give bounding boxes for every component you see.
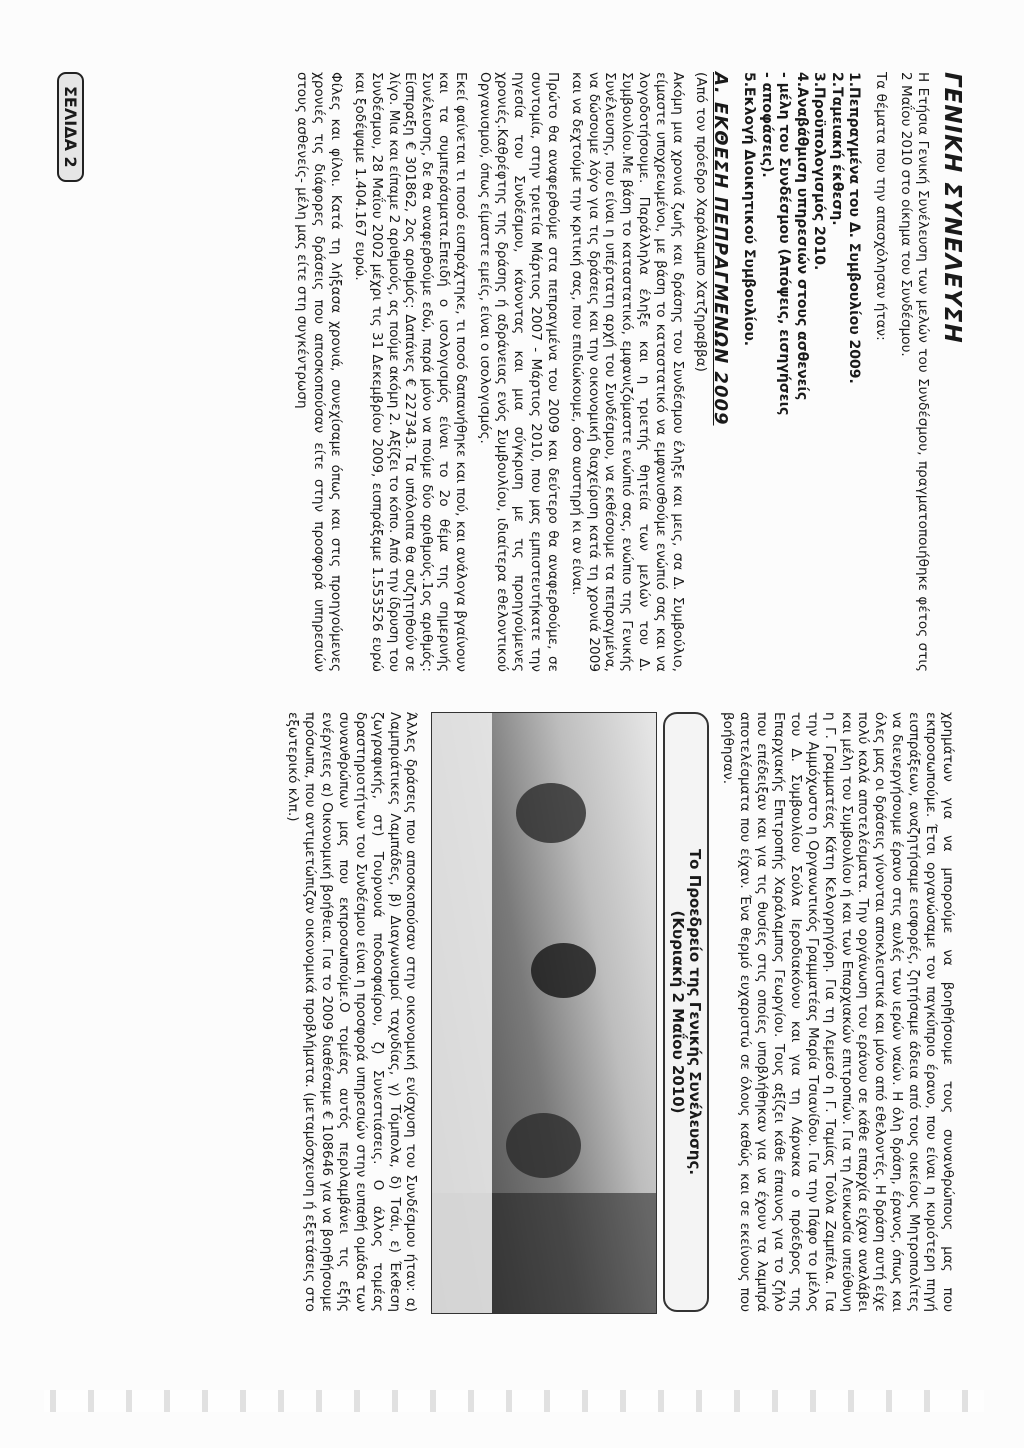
page-title: ΓΕΝΙΚΗ ΣΥΝΕΛΕΥΣΗ: [939, 72, 965, 344]
body-paragraph: Εκεί φαίνεται τι ποσό εισπράχτηκε, τι ποσό δαπανήθηκε και πού, και ανάλογα βγαίνουν και τα συμπεράσματα.Επειδή ο ισολογισμός είναι το 2ο θέμα της σημερινής Συνέλευσης, δε θα αναφερθούμε εδώ, παρά μόνο να πούμε δύο αριθμούς.1ος αριθμός: Είσπραξη € 301862, 2ος αριθμός: Δαπάνες € 227343. Τα υπόλοιπα θα συζητηθούν σε λίγο. Μια και είπαμε 2 αριθμούς, ας πούμε ακόμη 2. Αξίζει το κόπο. Από την ίδρυση του Συνδέσμου, 28 Μαΐου 2002 μέχρι τις 31 Δεκεμβρίου 2009, εισπράξαμε 1.553526 ευρώ και ξοδέψαμε 1.404.167 ευρώ.: [351, 72, 470, 672]
agenda-item: 4.Αναβάθμιση υπηρεσιών στους ασθενείς: [793, 72, 810, 401]
left-column: [286, 72, 965, 672]
agenda-item: - μέλη του Συνδέσμου (Απόψεις, εισηγήσεις: [776, 72, 793, 416]
person-figure: [532, 943, 597, 998]
right-column: [277, 712, 956, 1312]
agenda-list: [740, 72, 863, 672]
section-a-subtitle: (Από τον πρόεδρο Χαράλαμπο Χατζηραββα): [692, 72, 709, 372]
body-paragraph: Άλλες δράσεις που αποσκοπούσαν στην οικονομική ενίσχυση του Συνδέσμου ήταν: α) Λαμπριάτικες Λαμπάδες, β) Διαγωνισμοί ταχυδίας, γ) Τόμπολα, δ) Τσάι, ε) Έκθεση ζωγραφικής, στ) Τουρνουά ποδοσφαίρου, ζ) Συνεστιάσεις. Ο άλλος τομέας δραστηριοτήτων του Συνδέσμου είναι η προσφορά υπηρεσιών στην ευπαθή ομάδα των συνανθρώπων μας που εκπροσωπούμε.Ο τομέας αυτός περιλαμβάνει τις εξής ενέργειες α) Οικονομική βοήθεια. Για το 2009 διαθέσαμε € 108646 για να βοηθήσουμε πρόσωπα, που αντιμετώπιζαν οικονομικά προβλήματα. (μεταμόσχευση ή εξετάσεις στο εξωτερικό κλπ.): [285, 712, 420, 1312]
binding-edge: [44, 1390, 984, 1412]
person-figure: [517, 783, 587, 843]
photo-caption-title: Το Προεδρείο της Γενικής Συνέλευσης.: [686, 848, 705, 1176]
person-figure: [507, 1113, 582, 1178]
agenda-item: 2.Ταμειακή έκθεση.: [828, 72, 845, 226]
meeting-photo: [432, 712, 658, 1314]
table-surface: [433, 713, 493, 1313]
agenda-intro: Τα θέματα που την απασχόλησαν ήταν:: [873, 72, 890, 341]
agenda-item: 5.Εκλογή Διοικητικού Συμβουλίου.: [741, 72, 758, 347]
section-a-title: Α. ΕΚΘΕΣΗ ΠΕΠΡΑΓΜΕΝΩΝ 2009: [709, 72, 731, 426]
photo-caption-date: (Κυριακή 2 Μαΐου 2010): [669, 910, 688, 1114]
agenda-item: 1.Πεπραγμένα του Δ. Συμβουλίου 2009.: [846, 72, 863, 384]
photo-caption: [664, 712, 710, 1312]
body-paragraph: Ακόμη μια χρονιά ζωής και δράσης του Συνδέσμου έληξε και μεις, σα Δ. Συμβούλιο, είμαστε υποχρεωμένοι, με βάση το καταστατικό να εμφανισθούμε ενώπιό σας και να λογοδοτήσουμε. Παράλληλα έληξε και η τριετής θητεία των μελών του Δ. Συμβουλίου.Με βάση το καταστατικό, εμφανιζόμαστε ενώπιό σας, ενώπιο της Γενικής Συνέλευσης, που είναι η υπέρτατη αρχή του Συνδέσμου, να εκθέσουμε τα πεπραγμένα, να δώσουμε λόγο για τις δράσεις και την οικονομική διαχείριση κατά τη χρονιά 2009 και να δεχτούμε την κριτική σας, που επιδιώκουμε, όσο αυστηρή κι αν είναι.: [568, 72, 687, 672]
body-paragraph: χρημάτων για να μπορούμε να βοηθήσουμε τους συνανθρώπους μας που εκπροσωπούμε. Έτσι οργανώσαμε τον παγκύπριο έρανο, που είναι η κυριότερη πηγή εισπράξεων, αναζητήσαμε εισφορές, ζητήσαμε άδεια από τους οικείους Μητροπολίτες να διενεργήσουμε έρανο στις αυλές των ιερών ναών. Η όλη δράση, έρανος, όπως και όλες μας οι δράσεις γίνονται αποκλειστικά και μόνο από εθελοντές. Η δράση αυτή είχε πολύ καλά αποτελέσματα. Την οργάνωση του εράνου σε κάθε επαρχία είχαν αναλάβει και μέλη του Συμβουλίου ή και των Επαρχιακών επιτροπών. Για τη Λευκωσία υπεύθυνη η Γ. Γραμματέας Κάτη Κελογρηγόρη. Για τη Λεμεσό η Γ. Ταμίας Τούλα Ζαμπέλα. Για την Αμμόχωστο η Οργανωτικός Γραμματέας Μαρία Τσιανίδου. Για την Πάφο το μέλος του Δ. Συμβουλίου Σούλα Ιεροδιακόνου και για τη Λάρνακα ο πρόεδρος της Επαρχιακής Επιτροπής Χαράλαμπος Γεωργίου. Τους αξίζει κάθε έπαινος για το ζήλο που επέδειξαν και για τις θυσίες στις οποίες υποβλήθηκαν για να έχουν τα λαμπρά αποτελέσματα που είχαν. Ένα θερμό ευχαριστώ σε όλους καθώς και σε εκείνους που βοήθησαν.: [720, 712, 956, 1312]
agenda-item: - αποφάσεις).: [758, 72, 775, 178]
intro-paragraph: Η Ετήσια Γενική Συνέλευση των μελών του Συνδέσμου, πραγματοποιήθηκε φέτος στις 2 Μαΐου 2010 στο οίκημα του Συνδέσμου.: [898, 72, 932, 672]
page-number-label: ΣΕΛΙΔΑ 2: [57, 72, 84, 182]
body-paragraph: Φίλες και φίλοι. Κατά τη λήξασα χρονιά, συνεχίσαμε όπως και στις προηγούμενες χρονιές τις διάφορες δράσεις που αποσκοπούσαν είτε στην προσφορά υπηρεσιών στους ασθενείς- μέλη μας είτε στη συγκέντρωση: [294, 72, 344, 672]
agenda-item: 3.Προϋπολογισμός 2010.: [811, 72, 828, 271]
body-paragraph: Πρώτο θα αναφερθούμε στα πεπραγμένα του 2009 και δεύτερο θα αναφερθούμε, σε συντομία, στην τριετία Μάρτιος 2007 - Μάρτιος 2010, που μας εμπιστευτήκατε την ηγεσία του Συνδέσμου, κάνοντας και μια σύγκριση με τις προηγούμενες χρονιές.Καθρέφτης της δράσης ή αδράνειας ενός Συμβουλίου, ιδιαίτερα εθελοντικού Οργανισμού, όπως είμαστε εμείς, είναι ο ισολογισμός.: [477, 72, 561, 672]
